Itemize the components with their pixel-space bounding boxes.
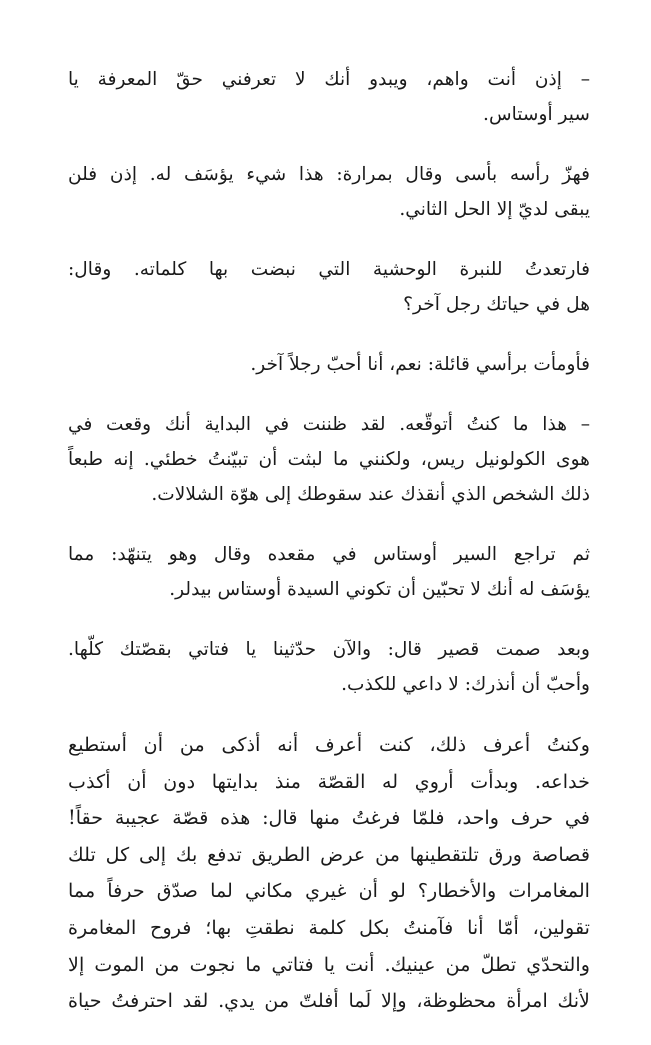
text-line: هل في حياتك رجل آخر؟: [403, 294, 590, 315]
paragraph-7: [68, 632, 590, 702]
text-line: لأنك امرأة محظوظة، وإلا لَما أفلتّ من يدي. لقد احترفتُ حياة: [68, 989, 590, 1013]
text-line: هوى الكولونيل ريس، ولكنني ما لبثت أن تبيّنتُ خطئي. إنه طبعاً: [68, 449, 590, 470]
text-line: وأحبّ أن أنذرك: لا داعي للكذب.: [341, 674, 590, 695]
text-line: ذلك الشخص الذي أنقذك عند سقوطك إلى هوّة الشلالات.: [151, 484, 590, 505]
text-line: يبقى لديّ إلا الحل الثاني.: [399, 199, 590, 220]
text-line: فهزّ رأسه بأسى وقال بمرارة: هذا شيء يؤسَف له. إذن فلن: [68, 164, 590, 185]
text-line: والتحدّي تطلّ من عينيك. أنت يا فتاتي ما نجوت من الموت إلا: [68, 952, 590, 976]
text-line: قصاصة ورق تلتقطينها من عرض الطريق تدفع بك إلى كل تلك: [68, 842, 590, 866]
text-line: وبعد صمت قصير قال: والآن حدّثينا يا فتاتي بقصّتك كلّها.: [68, 639, 590, 660]
text-line: في حرف واحد، فلمّا فرغتُ منها قال: هذه قصّة عجيبة حقاً!: [68, 806, 590, 830]
paragraph-5: [68, 407, 590, 512]
text-line: فارتعدتُ للنبرة الوحشية التي نبضت بها كلماته. وقال:: [68, 259, 590, 280]
paragraph-1: [68, 62, 590, 132]
text-line: المغامرات والأخطار؟ لو أن غيري مكاني لما صدّق حرفاً مما: [68, 879, 590, 903]
paragraph-2: [68, 157, 590, 227]
book-page-text: [68, 62, 590, 1045]
text-line: تقولين، أمّا أنا فآمنتُ بكل كلمة نطقتِ بها؛ فروح المغامرة: [68, 915, 590, 939]
text-line: ثم تراجع السير أوستاس في مقعده وقال وهو يتنهّد: مما: [68, 544, 590, 565]
paragraph-4: [68, 347, 590, 382]
paragraph-3: [68, 252, 590, 322]
text-line: فأومأت برأسي قائلة: نعم، أنا أحبّ رجلاً آخر.: [250, 354, 590, 375]
text-line: – إذن أنت واهم، ويبدو أنك لا تعرفني حقّ المعرفة يا: [68, 69, 590, 90]
text-line: سير أوستاس.: [483, 104, 590, 125]
paragraph-8: [68, 727, 590, 1020]
text-line: – هذا ما كنتُ أتوقّعه. لقد ظننت في البداية أنك وقعت في: [68, 414, 590, 435]
text-line: يؤسَف له أنك لا تحبّين أن تكوني السيدة أوستاس بيدلر.: [169, 579, 590, 600]
text-line: خداعه. وبدأت أروي له القصّة منذ بدايتها دون أن أكذب: [68, 769, 590, 793]
text-line: وكنتُ أعرف ذلك، كنت أعرف أنه أذكى من أن أستطيع: [68, 733, 590, 756]
paragraph-6: [68, 537, 590, 607]
